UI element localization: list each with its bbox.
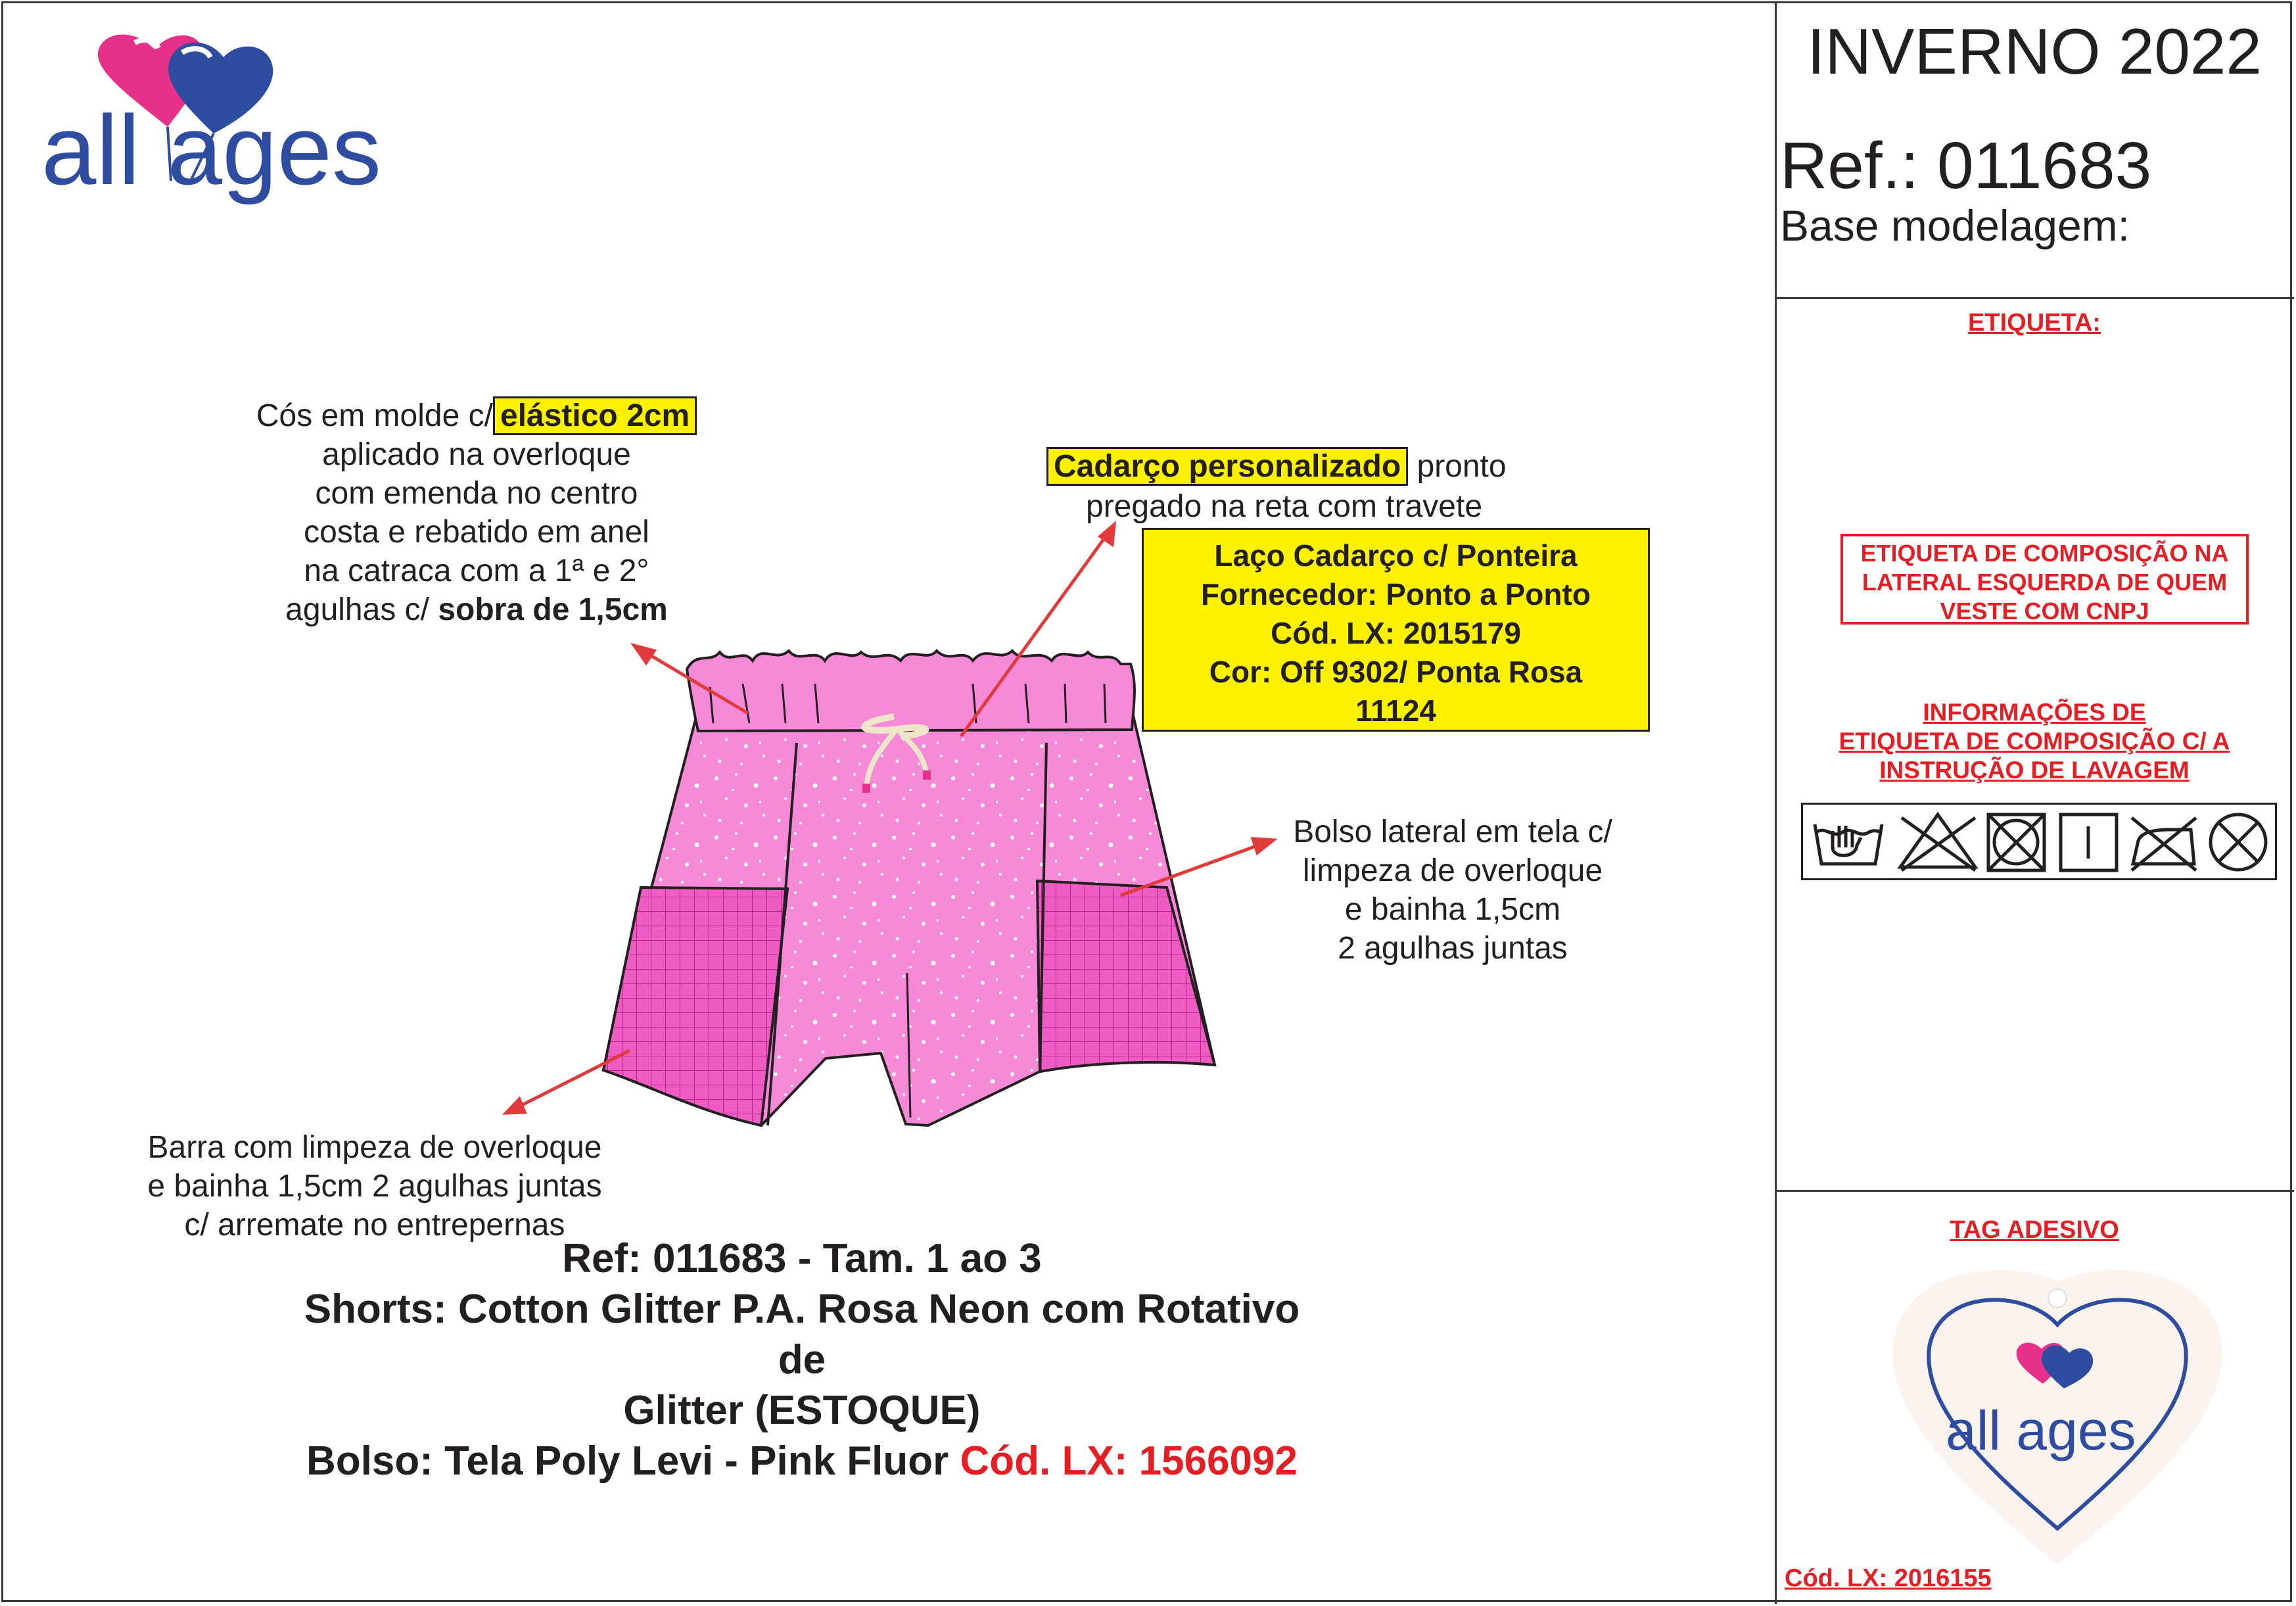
product-ref-line: Ref: 011683 - Tam. 1 ao 3	[562, 1236, 1042, 1281]
waistband-note-prefix: Cós em molde c/	[256, 398, 493, 433]
pocket-note-line: limpeza de overloque	[1302, 853, 1603, 888]
product-fabric-line: Glitter (ESTOQUE)	[623, 1388, 981, 1433]
left-pocket	[603, 887, 787, 1125]
right-pocket	[1037, 881, 1215, 1072]
waistband-note-line: com emenda no centro	[315, 476, 638, 511]
composition-line: ETIQUETA DE COMPOSIÇÃO NA	[1860, 540, 2229, 567]
brand-wordmark: all ages	[41, 95, 382, 205]
allowance-bold: sobra de 1,5cm	[438, 592, 668, 627]
base-modelagem-label: Base modelagem:	[1780, 201, 2130, 250]
waistband-note-line: na catraca com a 1ª e 2°	[304, 554, 649, 588]
pocket-note-line: Bolso lateral em tela c/	[1293, 815, 1612, 849]
waistband-note-prefix: agulhas c/	[285, 592, 438, 627]
season-title: INVERNO 2022	[1807, 15, 2262, 87]
elastic-highlight: elástico 2cm	[493, 396, 697, 435]
pocket-note-line: 2 agulhas juntas	[1338, 931, 1568, 966]
care-info-line: INFORMAÇÕES DE	[1923, 699, 2146, 726]
supplier-line: Laço Cadarço c/ Ponteira	[1214, 538, 1578, 573]
supplier-line: Cor: Off 9302/ Ponta Rosa	[1209, 655, 1583, 689]
pocket-note-line: e bainha 1,5cm	[1344, 892, 1561, 927]
hem-note-line: Barra com limpeza de overloque	[147, 1130, 602, 1165]
product-fabric-line: Shorts: Cotton Glitter P.A. Rosa Neon com Rotativo de	[304, 1287, 1300, 1382]
shorts-body	[603, 710, 1215, 1125]
waistband-note-line: costa e rebatido em anel	[304, 515, 649, 550]
waistband-note-line: aplicado na overloque	[322, 437, 631, 472]
drawcord-highlight: Cadarço personalizado	[1046, 447, 1408, 486]
drawcord-tip	[923, 770, 931, 780]
hem-note-line: e bainha 1,5cm 2 agulhas juntas	[147, 1169, 602, 1204]
drawcord-note-suffix: pronto	[1408, 449, 1507, 484]
tag-title: TAG ADESIVO	[1950, 1216, 2119, 1244]
care-info-line: INSTRUÇÃO DE LAVAGEM	[1879, 757, 2190, 784]
drawcord-tip	[862, 784, 870, 793]
product-pocket-code: Cód. LX: 1566092	[960, 1438, 1298, 1484]
composition-line: LATERAL ESQUERDA DE QUEM	[1862, 569, 2228, 596]
product-description	[276, 1233, 1328, 1486]
reference-number: Ref.: 011683	[1780, 129, 2152, 202]
tag-wordmark: all ages	[1946, 1400, 2136, 1461]
drawcord-note-line2: pregado na reta com travete	[1086, 489, 1483, 524]
care-info-line: ETIQUETA DE COMPOSIÇÃO C/ A	[1839, 728, 2230, 755]
product-pocket-line: Bolso: Tela Poly Levi - Pink Fluor	[306, 1438, 960, 1484]
supplier-line: Fornecedor: Ponto a Ponto	[1201, 577, 1591, 611]
supplier-line: 11124	[1355, 694, 1436, 728]
tag-code: Cód. LX: 2016155	[1785, 1565, 1992, 1592]
supplier-line: Cód. LX: 2015179	[1271, 616, 1521, 650]
composition-line: VESTE COM CNPJ	[1940, 598, 2149, 625]
hem-note-line: c/ arremate no entrepernas	[184, 1208, 565, 1242]
waistband	[687, 651, 1135, 731]
etiqueta-title: ETIQUETA:	[1968, 309, 2101, 337]
